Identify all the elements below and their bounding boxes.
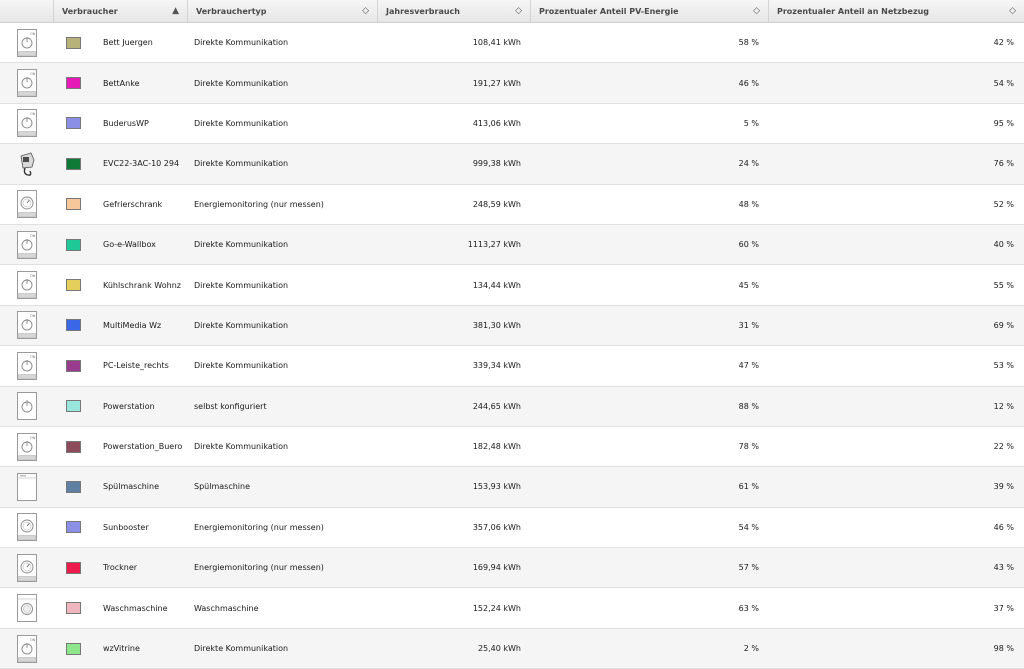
grid-share: 53 %: [993, 361, 1014, 371]
color-swatch: [66, 158, 81, 170]
consumer-cell: [54, 63, 188, 102]
consumer-name: BuderusWP: [103, 118, 149, 128]
dishwasher-icon: [17, 473, 37, 501]
header-netzbezug-anteil[interactable]: [769, 0, 1024, 22]
annual-consumption: 191,27 kWh: [472, 78, 521, 88]
annual-consumption: 381,30 kWh: [472, 320, 521, 330]
color-swatch: [66, 481, 81, 493]
table-row[interactable]: [0, 346, 1024, 386]
pv-share: 47 %: [738, 361, 759, 371]
table-row[interactable]: [0, 588, 1024, 628]
consumer-type: Direkte Kommunikation: [194, 361, 289, 371]
device-icon-cell: [0, 306, 54, 345]
svg-text:ON: ON: [30, 112, 36, 117]
color-swatch: [66, 521, 81, 533]
consumer-type: Direkte Kommunikation: [194, 442, 289, 452]
device-icon-cell: [0, 588, 54, 627]
header-pv-anteil[interactable]: [531, 0, 769, 22]
on-smart-plug-icon: [17, 109, 37, 137]
on-smart-plug-icon: [17, 231, 37, 259]
device-icon-cell: [0, 23, 54, 62]
annual-consumption: 134,44 kWh: [472, 280, 521, 290]
header-label: Verbraucher: [62, 6, 118, 16]
energy-meter-icon: [17, 554, 37, 582]
grid-share: 95 %: [993, 118, 1014, 128]
consumer-cell: [54, 23, 188, 62]
sort-icon[interactable]: ◇: [753, 6, 760, 16]
consumer-type: Direkte Kommunikation: [194, 240, 289, 250]
device-icon-cell: [0, 548, 54, 587]
color-swatch: [66, 198, 81, 210]
device-icon-cell: [0, 508, 54, 547]
device-icon-cell: [0, 185, 54, 224]
consumer-cell: [54, 104, 188, 143]
pv-share: 24 %: [738, 159, 759, 169]
grid-share: 40 %: [993, 240, 1014, 250]
pv-share: 46 %: [738, 78, 759, 88]
consumer-cell: [54, 144, 188, 183]
table-row[interactable]: [0, 185, 1024, 225]
energy-meter-icon: [17, 190, 37, 218]
consumer-cell: [54, 588, 188, 627]
consumer-name: EVC22-3AC-10 294: [103, 159, 180, 169]
pv-share: 48 %: [738, 199, 759, 209]
consumer-cell: [54, 265, 188, 304]
header-label: Prozentualer Anteil an Netzbezug: [777, 6, 930, 16]
table-row[interactable]: [0, 23, 1024, 63]
color-swatch: [66, 319, 81, 331]
color-swatch: [66, 239, 81, 251]
grid-share: 22 %: [993, 442, 1014, 452]
table-row[interactable]: [0, 265, 1024, 305]
consumer-type: Direkte Kommunikation: [194, 118, 289, 128]
color-swatch: [66, 279, 81, 291]
annual-consumption: 182,48 kWh: [472, 442, 521, 452]
table-row[interactable]: [0, 427, 1024, 467]
grid-share: 54 %: [993, 78, 1014, 88]
consumer-cell: [54, 306, 188, 345]
device-icon-cell: [0, 225, 54, 264]
consumer-name: Spülmaschine: [103, 482, 159, 492]
device-icon-cell: [0, 63, 54, 102]
pv-share: 54 %: [738, 522, 759, 532]
consumer-type: Spülmaschine: [194, 482, 250, 492]
grid-share: 37 %: [993, 603, 1014, 613]
consumer-name: Waschmaschine: [103, 603, 168, 613]
consumer-cell: [54, 225, 188, 264]
device-icon-cell: [0, 467, 54, 506]
table-body: [0, 23, 1024, 669]
annual-consumption: 357,06 kWh: [472, 522, 521, 532]
table-row[interactable]: [0, 629, 1024, 669]
device-icon-cell: [0, 144, 54, 183]
annual-consumption: 339,34 kWh: [472, 361, 521, 371]
annual-consumption: 244,65 kWh: [472, 401, 521, 411]
device-icon-cell: [0, 104, 54, 143]
consumer-name: Powerstation_Buero: [103, 442, 183, 452]
device-icon-cell: [0, 346, 54, 385]
consumer-name: BettAnke: [103, 78, 140, 88]
table-row[interactable]: [0, 387, 1024, 427]
consumer-type: Direkte Kommunikation: [194, 644, 289, 654]
grid-share: 55 %: [993, 280, 1014, 290]
annual-consumption: 153,93 kWh: [472, 482, 521, 492]
color-swatch: [66, 602, 81, 614]
washing-machine-icon: [17, 594, 37, 622]
consumer-name: Bett Juergen: [103, 38, 153, 48]
annual-consumption: 25,40 kWh: [477, 644, 521, 654]
color-swatch: [66, 117, 81, 129]
consumer-cell: [54, 508, 188, 547]
pv-share: 78 %: [738, 442, 759, 452]
consumer-name: Sunbooster: [103, 522, 149, 532]
annual-consumption: 999,38 kWh: [472, 159, 521, 169]
energy-meter-icon: [17, 513, 37, 541]
sort-icon[interactable]: ◇: [515, 6, 522, 16]
consumer-type: Direkte Kommunikation: [194, 78, 289, 88]
svg-text:ON: ON: [30, 72, 36, 77]
pv-share: 2 %: [743, 644, 759, 654]
table-row[interactable]: [0, 104, 1024, 144]
consumer-name: MultiMedia Wz: [103, 320, 162, 330]
color-swatch: [66, 37, 81, 49]
consumer-type: selbst konfiguriert: [194, 401, 267, 411]
consumer-type: Direkte Kommunikation: [194, 280, 289, 290]
consumer-cell: [54, 185, 188, 224]
consumer-cell: [54, 346, 188, 385]
annual-consumption: 248,59 kWh: [472, 199, 521, 209]
sort-icon[interactable]: ◇: [1009, 6, 1016, 16]
color-swatch: [66, 77, 81, 89]
annual-consumption: 108,41 kWh: [472, 38, 521, 48]
header-verbraucher[interactable]: [54, 0, 188, 22]
on-smart-plug-icon: [17, 311, 37, 339]
on-smart-plug-icon: [17, 69, 37, 97]
consumer-name: Gefrierschrank: [103, 199, 163, 209]
wallbox-charger-icon: [17, 150, 37, 178]
consumer-cell: [54, 387, 188, 426]
svg-text:ON: ON: [30, 637, 36, 642]
on-smart-plug-icon: [17, 352, 37, 380]
svg-text:ON: ON: [30, 31, 36, 36]
header-label: Prozentualer Anteil PV-Energie: [539, 6, 679, 16]
color-swatch: [66, 400, 81, 412]
pv-share: 45 %: [738, 280, 759, 290]
header-verbrauchertyp[interactable]: [188, 0, 378, 22]
table-row[interactable]: [0, 548, 1024, 588]
pv-share: 63 %: [738, 603, 759, 613]
pv-share: 5 %: [743, 118, 759, 128]
annual-consumption: 152,24 kWh: [472, 603, 521, 613]
device-icon-cell: [0, 427, 54, 466]
pv-share: 60 %: [738, 240, 759, 250]
table-row[interactable]: [0, 467, 1024, 507]
device-icon-cell: [0, 265, 54, 304]
pv-share: 88 %: [738, 401, 759, 411]
header-jahresverbrauch[interactable]: [378, 0, 531, 22]
table-row[interactable]: [0, 63, 1024, 103]
on-smart-plug-icon: [17, 635, 37, 663]
color-swatch: [66, 441, 81, 453]
svg-text:ON: ON: [30, 354, 36, 359]
table-row[interactable]: [0, 306, 1024, 346]
consumer-name: PC-Leiste_rechts: [103, 361, 169, 371]
pv-share: 57 %: [738, 563, 759, 573]
consumer-type: Direkte Kommunikation: [194, 38, 289, 48]
color-swatch: [66, 562, 81, 574]
header-label: Jahresverbrauch: [386, 6, 460, 16]
consumer-cell: [54, 467, 188, 506]
consumer-type: Waschmaschine: [194, 603, 259, 613]
on-smart-plug-icon: [17, 433, 37, 461]
device-icon-cell: [0, 629, 54, 668]
grid-share: 76 %: [993, 159, 1014, 169]
grid-share: 98 %: [993, 644, 1014, 654]
pv-share: 61 %: [738, 482, 759, 492]
consumer-type: Direkte Kommunikation: [194, 320, 289, 330]
device-icon-cell: [0, 387, 54, 426]
grid-share: 69 %: [993, 320, 1014, 330]
annual-consumption: 169,94 kWh: [472, 563, 521, 573]
consumer-type: Energiemonitoring (nur messen): [194, 522, 324, 532]
consumer-cell: [54, 548, 188, 587]
grid-share: 46 %: [993, 522, 1014, 532]
consumer-name: Go-e-Wallbox: [103, 240, 156, 250]
grid-share: 39 %: [993, 482, 1014, 492]
header-label: Verbrauchertyp: [196, 6, 267, 16]
consumer-type: Energiemonitoring (nur messen): [194, 563, 324, 573]
power-button-icon: [17, 392, 37, 420]
annual-consumption: 413,06 kWh: [472, 118, 521, 128]
consumer-name: Trockner: [103, 563, 138, 573]
consumer-name: wzVitrine: [103, 644, 140, 654]
svg-text:ON: ON: [30, 233, 36, 238]
on-smart-plug-icon: [17, 29, 37, 57]
svg-text:ON: ON: [30, 314, 36, 319]
pv-share: 58 %: [738, 38, 759, 48]
color-swatch: [66, 643, 81, 655]
sort-ascending-icon[interactable]: ▲: [172, 6, 179, 16]
svg-text:ON: ON: [30, 274, 36, 279]
consumer-name: Kühlschrank Wohnz: [103, 280, 181, 290]
annual-consumption: 1113,27 kWh: [467, 240, 521, 250]
header-icon-column: [0, 0, 54, 22]
table-row[interactable]: [0, 225, 1024, 265]
grid-share: 12 %: [993, 401, 1014, 411]
table-row[interactable]: [0, 144, 1024, 184]
consumer-name: Powerstation: [103, 401, 155, 411]
consumer-cell: [54, 427, 188, 466]
grid-share: 43 %: [993, 563, 1014, 573]
grid-share: 42 %: [993, 38, 1014, 48]
grid-share: 52 %: [993, 199, 1014, 209]
table-header: [0, 0, 1024, 23]
consumer-type: Energiemonitoring (nur messen): [194, 199, 324, 209]
consumer-cell: [54, 629, 188, 668]
pv-share: 31 %: [738, 320, 759, 330]
color-swatch: [66, 360, 81, 372]
sort-icon[interactable]: ◇: [362, 6, 369, 16]
svg-text:ON: ON: [30, 435, 36, 440]
table-row[interactable]: [0, 508, 1024, 548]
on-smart-plug-icon: [17, 271, 37, 299]
consumer-type: Direkte Kommunikation: [194, 159, 289, 169]
